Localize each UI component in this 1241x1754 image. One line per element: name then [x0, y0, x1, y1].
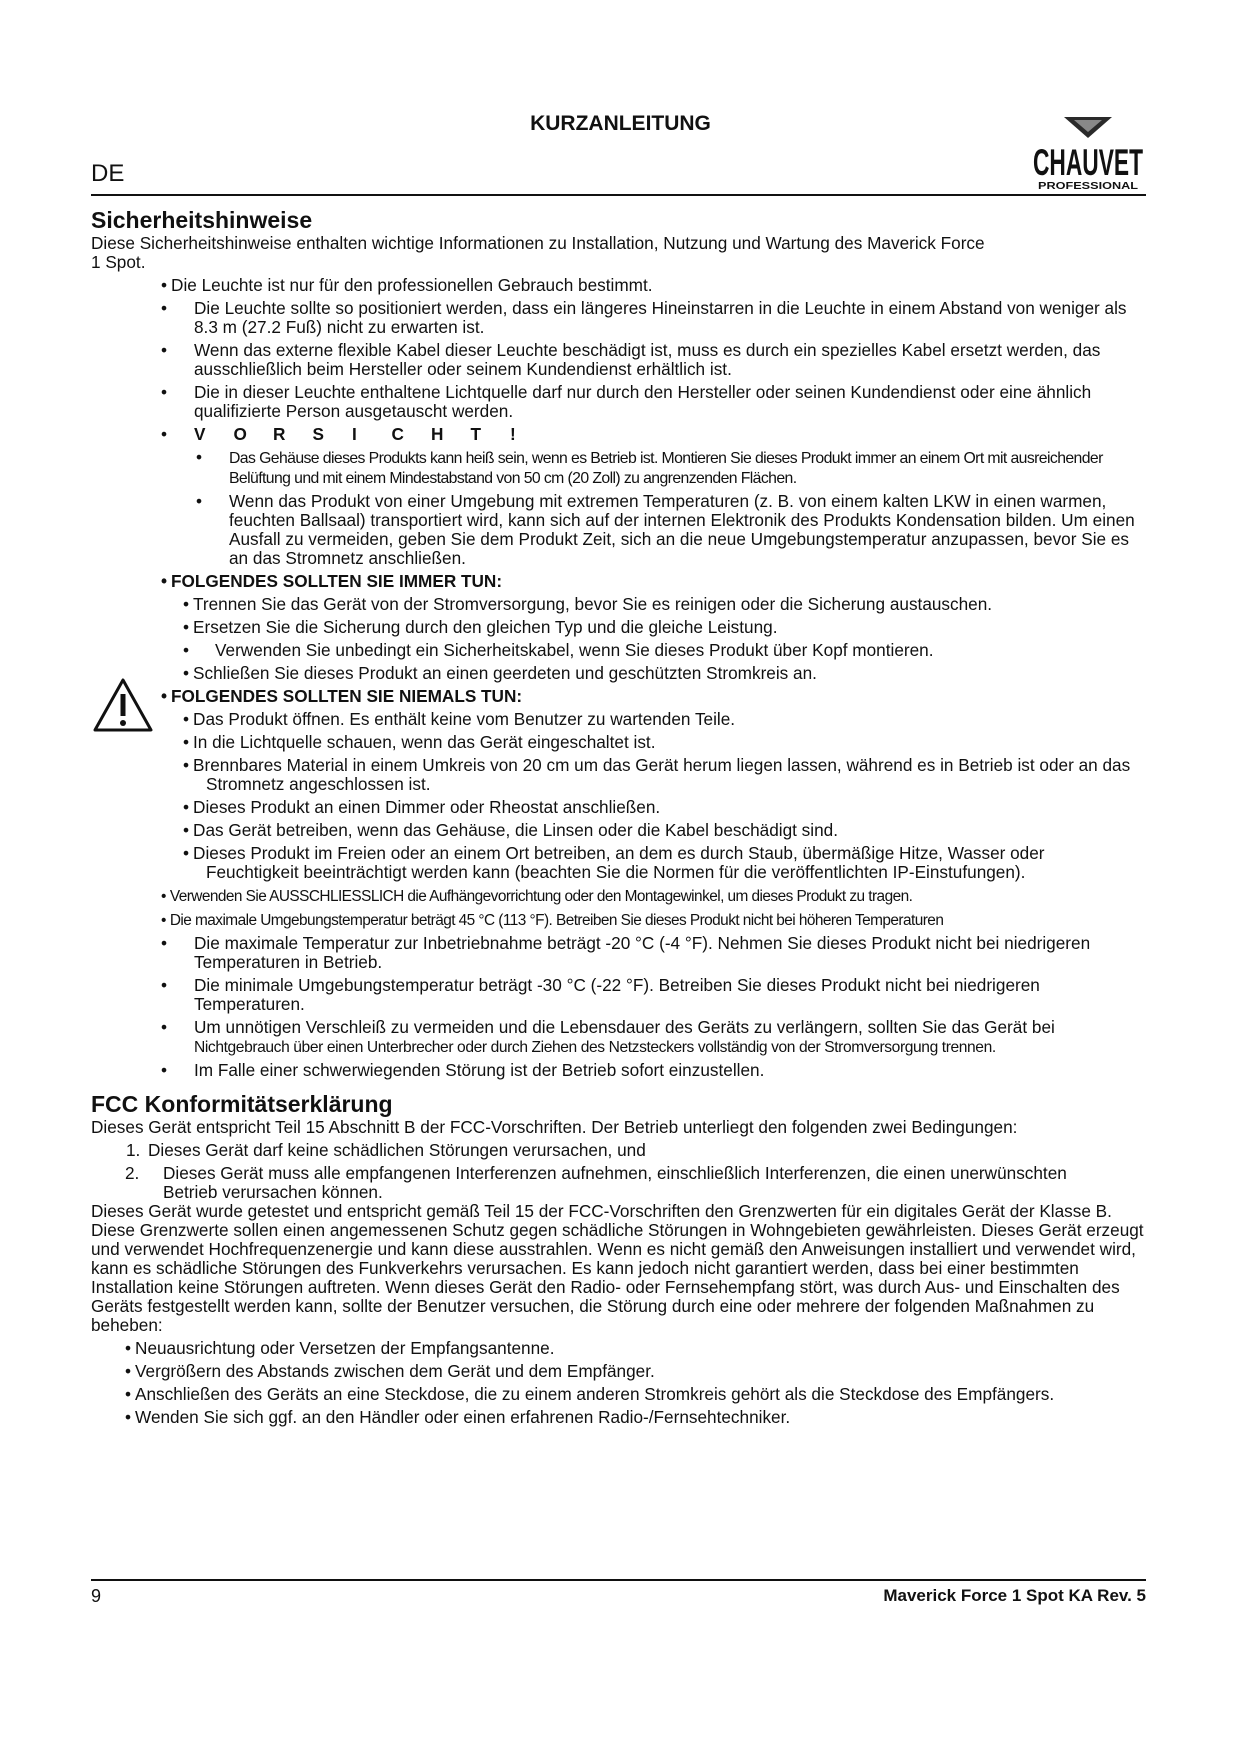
always-item: • Schließen Sie dieses Produkt an einen geerdeten und geschützten Stromkreis an.	[183, 663, 817, 683]
safety-bullet: • Verwenden Sie AUSSCHLIESSLICH die Aufhängevorrichtung oder den Montagewinkel, um dieses Produkt zu tragen.	[161, 888, 913, 905]
always-heading: • FOLGENDES SOLLTEN SIE IMMER TUN:	[161, 571, 503, 591]
fcc-section-title: FCC Konformitätserklärung	[91, 1091, 393, 1117]
never-heading: • FOLGENDES SOLLTEN SIE NIEMALS TUN:	[161, 686, 523, 706]
header-divider	[91, 194, 1146, 196]
caution-bullet: • Wenn das Produkt von einer Umgebung mit extremen Temperaturen (z. B. von einem kalten LKW in einen warmen, feuchten Ballsaal) transportiert wird, kann sich auf der internen Elektronik des Produkts Kondensation bilden. Um einen Ausfall zu vermeiden, geben Sie dem Produkt Zeit, sich an die neue Umgebungstemperatur anzupassen, bevor Sie es an das Stromnetz anschließen.	[196, 491, 1135, 568]
safety-bullet: • Die in dieser Leuchte enthaltene Lichtquelle darf nur durch den Hersteller oder seinen Kundendienst oder eine ähnlich qualifizierte Person ausgetauscht werden.	[161, 382, 1092, 421]
always-item: • Trennen Sie das Gerät von der Stromversorgung, bevor Sie es reinigen oder die Sicherung austauschen.	[183, 594, 993, 614]
always-item: • Ersetzen Sie die Sicherung durch den gleichen Typ und die gleiche Leistung.	[183, 617, 778, 637]
fcc-measure: • Anschließen des Geräts an eine Steckdose, die zu einem anderen Stromkreis gehört als die Steckdose des Empfängers.	[125, 1384, 1055, 1404]
always-item: • Verwenden Sie unbedingt ein Sicherheitskabel, wenn Sie dieses Produkt über Kopf montieren.	[183, 640, 934, 660]
footer-divider	[91, 1579, 1146, 1581]
never-item: • Dieses Produkt an einen Dimmer oder Rheostat anschließen.	[183, 797, 661, 817]
fcc-paragraph: Dieses Gerät wurde getestet und entspricht gemäß Teil 15 der FCC-Vorschriften den Grenzwerten für ein digitales Gerät der Klasse B. Diese Grenzwerte sollen einen angemessenen Schutz gegen schädliche Störungen in Wohngebieten gewährleisten. Dieses Gerät erzeugt und verwendet Hochfrequenzenergie und kann diese ausstrahlen. Wenn es nicht gemäß den Anweisungen installiert und verwendet wird, kann es schädliche Störungen des Funkverkehrs verursachen. Es kann jedoch nicht garantiert werden, dass bei einer bestimmten Installation keine Störungen auftreten. Wenn dieses Gerät den Radio- oder Fernsehempfang stört, was durch Aus- und Einschalten des Geräts festgestellt werden kann, sollte der Benutzer versuchen, die Störung durch eine oder mehrere der folgenden Maßnahmen zu beheben:	[91, 1201, 1144, 1335]
fcc-measure: • Vergrößern des Abstands zwischen dem Gerät und dem Empfänger.	[125, 1361, 655, 1381]
logo-wordmark: CHAUVET	[1033, 142, 1144, 183]
caution-heading: • V O R S I C H T !	[161, 424, 516, 444]
never-item: • Das Gerät betreiben, wenn das Gehäuse, die Linsen oder die Kabel beschädigt sind.	[183, 820, 838, 840]
safety-bullet: • Wenn das externe flexible Kabel dieser Leuchte beschädigt ist, muss es durch ein spezielles Kabel ersetzt werden, das ausschließlich beim Hersteller oder seinem Kundendienst erhältlich ist.	[161, 340, 1101, 379]
language-code: DE	[91, 160, 125, 187]
safety-bullet: • Die maximale Temperatur zur Inbetriebnahme beträgt -20 °C (-4 °F). Nehmen Sie dieses Produkt nicht bei niedrigeren Temperaturen in Betrieb.	[161, 933, 1091, 972]
safety-bullet: • Die Leuchte ist nur für den professionellen Gebrauch bestimmt.	[161, 275, 653, 295]
fcc-measure: • Neuausrichtung oder Versetzen der Empfangsantenne.	[125, 1338, 555, 1358]
safety-intro: Diese Sicherheitshinweise enthalten wichtige Informationen zu Installation, Nutzung und Wartung des Maverick Force 1 Spot.	[91, 233, 985, 272]
safety-bullet: • Die maximale Umgebungstemperatur beträgt 45 °C (113 °F). Betreiben Sie dieses Produkt nicht bei höheren Temperaturen	[161, 912, 944, 929]
never-item: • Das Produkt öffnen. Es enthält keine vom Benutzer zu wartenden Teile.	[183, 709, 736, 729]
safety-bullet: • Die Leuchte sollte so positioniert werden, dass ein längeres Hineinstarren in die Leuchte in einem Abstand von weniger als 8.3 m (27.2 Fuß) nicht zu erwarten ist.	[161, 298, 1127, 337]
safety-bullet: • Um unnötigen Verschleiß zu vermeiden und die Lebensdauer des Geräts zu verlängern, sollten Sie das Gerät bei Nichtgebrauch über einen Unterbrecher oder durch Ziehen des Netzsteckers vollständig von der Stromversorgung trennen.	[161, 1017, 1055, 1056]
chauvet-logo	[1030, 114, 1146, 192]
safety-bullet: • Im Falle einer schwerwiegenden Störung ist der Betrieb sofort einzustellen.	[161, 1060, 765, 1080]
page-number: 9	[91, 1586, 102, 1606]
safety-bullet: • Die minimale Umgebungstemperatur beträgt -30 °C (-22 °F). Betreiben Sie dieses Produkt nicht bei niedrigeren Temperaturen.	[161, 975, 1040, 1014]
fcc-condition: 1. Dieses Gerät darf keine schädlichen Störungen verursachen, und	[126, 1140, 646, 1160]
main-content	[91, 206, 1147, 1427]
fcc-condition: 2. Dieses Gerät muss alle empfangenen Interferenzen aufnehmen, einschließlich Interferenzen, die einen unerwünschten Betrieb verursachen können.	[125, 1163, 1067, 1202]
fcc-measure: • Wenden Sie sich ggf. an den Händler oder einen erfahrenen Radio-/Fernsehtechniker.	[125, 1407, 791, 1427]
header-title: KURZANLEITUNG	[530, 112, 711, 135]
never-item: • Dieses Produkt im Freien oder an einem Ort betreiben, an dem es durch Staub, übermäßige Hitze, Wasser oder Feuchtigkeit beeinträchtigt werden kann (beachten Sie die Normen für die veröffentlichten IP-Einstufungen).	[183, 843, 1045, 882]
logo-subtitle: PROFESSIONAL	[1038, 181, 1138, 192]
fcc-intro: Dieses Gerät entspricht Teil 15 Abschnitt B der FCC-Vorschriften. Der Betrieb unterliegt den folgenden zwei Bedingungen:	[91, 1117, 1018, 1137]
safety-section-title: Sicherheitshinweise	[91, 207, 313, 233]
never-item: • In die Lichtquelle schauen, wenn das Gerät eingeschaltet ist.	[183, 732, 656, 752]
never-item: • Brennbares Material in einem Umkreis von 20 cm um das Gerät herum liegen lassen, während es in Betrieb ist oder an das Stromnetz angeschlossen ist.	[183, 755, 1131, 794]
caution-bullet: • Das Gehäuse dieses Produkts kann heiß sein, wenn es Betrieb ist. Montieren Sie dieses Produkt immer an einem Ort mit ausreichender Belüftung und mit einem Mindestabstand von 50 cm (20 Zoll) zu angrenzenden Flächen.	[196, 447, 1103, 487]
document-id: Maverick Force 1 Spot KA Rev. 5	[883, 1586, 1146, 1605]
